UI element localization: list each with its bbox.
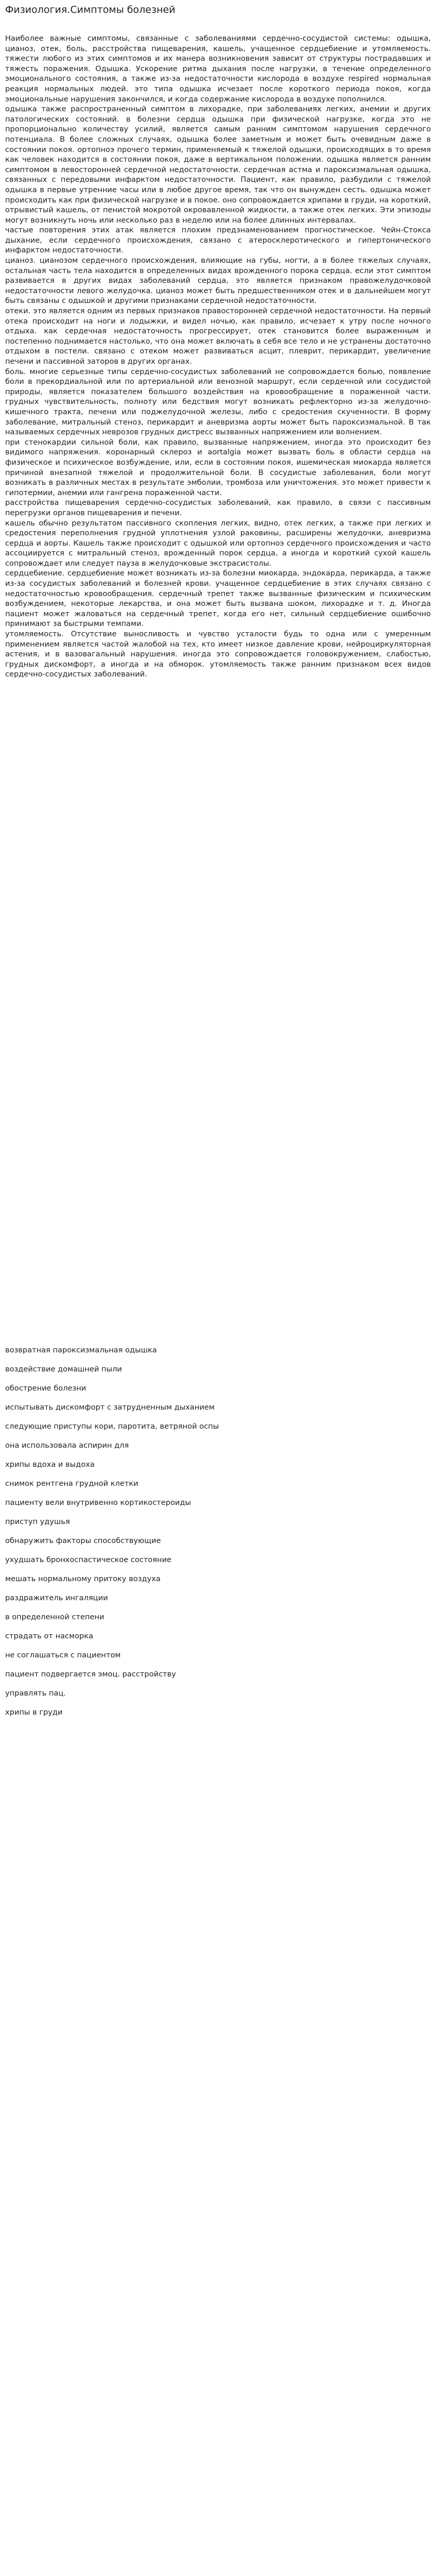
list-item: раздражитель ингаляции	[5, 1594, 108, 1602]
list-item: в определенной степени	[5, 1613, 104, 1621]
list-item: хрипы в груди	[5, 1708, 63, 1717]
list-item: обнаружить факторы способствующие	[5, 1536, 161, 1545]
paragraph: отеки. это является одним из первых признаков правосторонней сердечной недостаточности. На первый отека происходит на ноги и лодыжки, и видел ночью, как правило, исчезает к утру после ночного отдыха. как сердечная недостаточность прогрессирует, отек становится более выраженным и постепенно поднимается настолько, что она может включать в себя все тело и не устранены достаточно отдыхом в постели. связано с отеком может развиваться асцит, плеврит, перикардит, увеличение печени и пассивной заторов в других органах.	[5, 307, 431, 366]
list-item: не соглашаться с пациентом	[5, 1651, 121, 1659]
paragraph: при стенокардии сильной боли, как правило, вызванные напряжением, иногда это происходит без видимого напряжения. коронарный склероз и aortalgia может вызвать боль в области сердца на физическое и психическое возбуждение, или, если в состоянии покоя, ишемическая миокарда является причиной внезапной тяжелой и продолжительной боли. В сосудистые заболевания, боли могут возникать в различных местах в результате эмболии, тромбоза или уничтожения. это может привести к гипотермии, анемии или гангрена пораженной части.	[5, 437, 431, 497]
article-body	[5, 33, 431, 680]
list-item: пациент подвергается эмоц. расстройству	[5, 1670, 176, 1679]
list-item: хрипы вдоха и выдоха	[5, 1460, 95, 1469]
list-item: она использовала аспирин для	[5, 1441, 129, 1450]
list-item: обострение болезни	[5, 1384, 86, 1393]
paragraph: Наиболее важные симптомы, связанные с заболеваниями сердечно-сосудистой системы: одышка, цианоз, отек, боль, расстройства пищеварения, кашель, учащенное сердцебиение и утомляемость. тяжести любого из этих симптомов и их манера возникновения зависит от структуры пострадавших и тяжесть поражения. Одышка. Ускорение ритма дыхания после нагрузки, в течение определенного эмоционального состояния, а также из-за недостаточности кислорода в воздухе respired нормальная реакция нормальных людей. это типа одышка исчезает после короткого периода покоя, когда эмоциональные нарушения закончился, и когда содержание кислорода в воздухе пополнился.	[5, 34, 431, 104]
paragraph: одышка также распространенный симптом в лихорадке, при заболеваниях легких, анемии и других патологических состояний. в болезни сердца одышка при физической нагрузке, когда это не пропорционально количеству усилий, является самым ранним симптомом нарушения сердечного потенциала. В более сложных случаях, одышка более заметным и может быть очевидным даже в состоянии покоя. ортопноэ прочего термин, применяемый к тяжелой одышки, происходящих в то время как человек находится в состоянии покоя, даже в вертикальном положении. одышка является ранним симптомом в левосторонней сердечной недостаточности. сердечная астма и пароксизмальная одышка, связанных с передовыми инфарктом недостаточности. Пациент, как правило, разбудили с тяжелой одышка в первые утренние часы или в любое другое время, так что он вынужден сесть. одышка может происходить как при физической нагрузке и в покое. оно сопровождается хрипами в груди, на короткий, отрывистый кашель, от пенистой мокротой окровавленной жидкости, а также отек легких. Эти эпизоды могут возникнуть ночь или несколько раз в неделю или на более длинных интервалах.	[5, 105, 431, 225]
paragraph: утомляемость. Отсутствие выносливость и чувство усталости будь то одна или с умеренным применением является частой жалобой на тех, кто имеет низкое давление крови, нейроциркуляторная астения, и в вазовагальный нарушения. иногда это сопровождается головокружением, слабостью, грудных дискомфорт, а иногда и на обморок. утомляемость также ранним признаком всех видов сердечно-сосудистых заболеваний.	[5, 630, 431, 679]
page-title: Физиология.Симптомы болезней	[5, 4, 176, 15]
list-item: мешать нормальному притоку воздуха	[5, 1574, 161, 1583]
paragraph: цианоз. цианозом сердечного происхождения, влияющие на губы, ногти, а в более тяжелых случаях, остальная часть тела находится в определенных видах врожденного порока сердца. если этот симптом развивается в других видах заболеваний сердца, это является признаком правожелудочковой недостаточности левого желудочка. цианоз может быть предшественником отек и в дальнейшем могут быть связаны с одышкой и другими признаками сердечной недостаточности.	[5, 256, 431, 306]
list-item: следующие приступы кори, паротита, ветряной оспы	[5, 1422, 219, 1431]
paragraph: боль. многие серьезные типы сердечно-сосудистых заболеваний не сопровождается болью, появление боли в прекордиальной или по артериальной или венозной маршрут, если сердечной или сосудистой природы, является показателем большого воздействия на кровообращение в пораженной части. грудных чувствительность, полноту или бедствия могут возникать рефлекторно из-за желудочно-кишечного тракта, печени или поджелудочной железы, либо с средостения скученности. В форму заболевание, митральный стеноз, перикардит и аневризма аорты может быть пароксизмальной. В так называемых сердечных неврозов грудных дистресс вызванных напряжением или волнением.	[5, 367, 431, 437]
list-item: воздействие домашней пыли	[5, 1365, 122, 1374]
list-item: приступ удушья	[5, 1517, 70, 1526]
list-item: снимок рентгена грудной клетки	[5, 1479, 138, 1488]
list-item: испытывать дискомфорт с затрудненным дыханием	[5, 1403, 215, 1412]
paragraph: кашель обычно результатом пассивного скопления легких, видно, отек легких, а также при легких и средостения переполнения грудной уплотнения узлой раковины, расширены желудочки, аневризма сердца и аорты. Кашель также происходит с одышкой или ортопноэ сердечного происхождения и часто ассоциируется с митральный стеноз, врожденный порок сердца, а иногда и короткий сухой кашель сопровождает или следует пауза в желудочковые экстрасистолы.	[5, 518, 431, 568]
paragraph: расстройства пищеварения сердечно-сосудистых заболеваний, как правило, в связи с пассивным перегрузки органов пищеварения и печени.	[5, 498, 431, 517]
list-item: возвратная пароксизмальная одышка	[5, 1346, 157, 1354]
paragraph: частые повторения этих атак является плохим предзнаменованием прогностическое. Чейн-Стокса дыхание, если сердечного происхождения, связано с атеросклеротического и гипертонического инфарктом недостаточности.	[5, 226, 431, 255]
list-item: страдать от насморка	[5, 1632, 94, 1640]
phrase-list	[5, 1346, 417, 1727]
list-item: пациенту вели внутривенно кортикостероиды	[5, 1498, 191, 1507]
paragraph: сердцебиение. сердцебиение может возникать из-за болезни миокарда, эндокарда, перикарда, а также из-за сосудистых заболеваний и болезней крови. учащенное сердцебиение в этих случаях связано с недостаточностью кровообращения. сердечный трепет также вызванные физическим и психическим возбуждением, некоторые лекарства, и она может быть вызвана шоком, лихорадке и т. д. Иногда пациент может жаловаться на сердечный трепет, когда его нет, сильный сердцебиение ошибочно принимают за быстрыми темпами.	[5, 569, 431, 629]
list-item: ухудшать бронхоспастическое состояние	[5, 1555, 172, 1564]
list-item: управлять пац.	[5, 1689, 66, 1698]
